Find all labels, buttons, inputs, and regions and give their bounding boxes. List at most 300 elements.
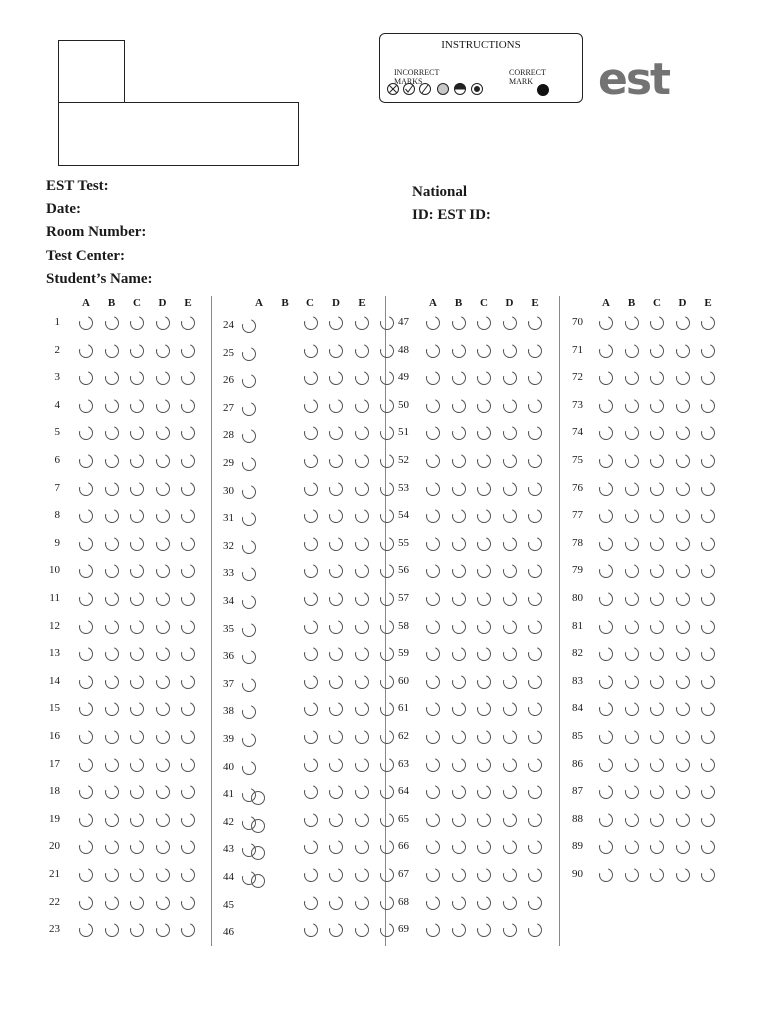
answer-bubble-71-d[interactable] [674, 342, 692, 360]
answer-bubble-87-e[interactable] [699, 783, 717, 801]
answer-bubble-29-b[interactable] [302, 452, 320, 470]
answer-bubble-56-b[interactable] [450, 562, 468, 580]
answer-bubble-69-d[interactable] [501, 921, 519, 939]
answer-bubble-74-a[interactable] [597, 424, 615, 442]
answer-bubble-1-e[interactable] [179, 314, 197, 332]
answer-bubble-80-a[interactable] [597, 590, 615, 608]
answer-bubble-35-d[interactable] [353, 618, 371, 636]
answer-bubble-5-c[interactable] [128, 424, 146, 442]
answer-bubble-70-c[interactable] [648, 314, 666, 332]
answer-bubble-90-d[interactable] [674, 866, 692, 884]
answer-bubble-80-b[interactable] [623, 590, 641, 608]
answer-bubble-33-b[interactable] [302, 562, 320, 580]
answer-bubble-21-e[interactable] [179, 866, 197, 884]
answer-bubble-8-c[interactable] [128, 507, 146, 525]
answer-bubble-37-a[interactable] [240, 676, 258, 694]
answer-bubble-90-c[interactable] [648, 866, 666, 884]
answer-bubble-44-extra[interactable] [249, 872, 267, 890]
answer-bubble-48-e[interactable] [526, 342, 544, 360]
answer-bubble-77-c[interactable] [648, 507, 666, 525]
answer-bubble-75-e[interactable] [699, 452, 717, 470]
answer-bubble-68-e[interactable] [526, 894, 544, 912]
answer-bubble-65-e[interactable] [526, 811, 544, 829]
answer-bubble-83-c[interactable] [648, 673, 666, 691]
answer-bubble-59-b[interactable] [450, 645, 468, 663]
answer-bubble-57-d[interactable] [501, 590, 519, 608]
answer-bubble-42-d[interactable] [353, 811, 371, 829]
answer-bubble-52-b[interactable] [450, 452, 468, 470]
answer-bubble-15-a[interactable] [77, 700, 95, 718]
answer-bubble-73-b[interactable] [623, 397, 641, 415]
answer-bubble-3-e[interactable] [179, 369, 197, 387]
answer-bubble-83-a[interactable] [597, 673, 615, 691]
answer-bubble-20-d[interactable] [154, 838, 172, 856]
answer-bubble-27-a[interactable] [240, 400, 258, 418]
answer-bubble-14-d[interactable] [154, 673, 172, 691]
answer-bubble-20-e[interactable] [179, 838, 197, 856]
answer-bubble-63-d[interactable] [501, 756, 519, 774]
answer-bubble-2-c[interactable] [128, 342, 146, 360]
answer-bubble-44-b[interactable] [302, 866, 320, 884]
answer-bubble-14-a[interactable] [77, 673, 95, 691]
answer-bubble-41-d[interactable] [353, 783, 371, 801]
answer-bubble-74-d[interactable] [674, 424, 692, 442]
answer-bubble-63-b[interactable] [450, 756, 468, 774]
answer-bubble-39-c[interactable] [327, 728, 345, 746]
answer-bubble-59-d[interactable] [501, 645, 519, 663]
answer-bubble-37-b[interactable] [302, 673, 320, 691]
answer-bubble-60-a[interactable] [424, 673, 442, 691]
answer-bubble-41-b[interactable] [302, 783, 320, 801]
answer-bubble-40-b[interactable] [302, 756, 320, 774]
answer-bubble-85-a[interactable] [597, 728, 615, 746]
answer-bubble-6-b[interactable] [103, 452, 121, 470]
answer-bubble-87-a[interactable] [597, 783, 615, 801]
answer-bubble-16-a[interactable] [77, 728, 95, 746]
answer-bubble-72-b[interactable] [623, 369, 641, 387]
answer-bubble-3-a[interactable] [77, 369, 95, 387]
answer-bubble-22-c[interactable] [128, 894, 146, 912]
answer-bubble-21-b[interactable] [103, 866, 121, 884]
answer-bubble-21-d[interactable] [154, 866, 172, 884]
answer-bubble-18-e[interactable] [179, 783, 197, 801]
answer-bubble-34-b[interactable] [302, 590, 320, 608]
answer-bubble-60-b[interactable] [450, 673, 468, 691]
answer-bubble-38-d[interactable] [353, 700, 371, 718]
answer-bubble-86-a[interactable] [597, 756, 615, 774]
answer-bubble-8-a[interactable] [77, 507, 95, 525]
answer-bubble-87-b[interactable] [623, 783, 641, 801]
answer-bubble-23-d[interactable] [154, 921, 172, 939]
answer-bubble-30-c[interactable] [327, 480, 345, 498]
answer-bubble-32-a[interactable] [240, 538, 258, 556]
answer-bubble-23-c[interactable] [128, 921, 146, 939]
answer-bubble-79-a[interactable] [597, 562, 615, 580]
answer-bubble-36-d[interactable] [353, 645, 371, 663]
answer-bubble-29-c[interactable] [327, 452, 345, 470]
answer-bubble-53-c[interactable] [475, 480, 493, 498]
answer-bubble-42-extra[interactable] [249, 817, 267, 835]
answer-bubble-55-a[interactable] [424, 535, 442, 553]
answer-bubble-57-b[interactable] [450, 590, 468, 608]
answer-bubble-73-e[interactable] [699, 397, 717, 415]
answer-bubble-80-e[interactable] [699, 590, 717, 608]
answer-bubble-69-b[interactable] [450, 921, 468, 939]
answer-bubble-58-d[interactable] [501, 618, 519, 636]
answer-bubble-66-b[interactable] [450, 838, 468, 856]
answer-bubble-27-b[interactable] [302, 397, 320, 415]
answer-bubble-45-c[interactable] [327, 894, 345, 912]
answer-bubble-12-b[interactable] [103, 618, 121, 636]
answer-bubble-19-e[interactable] [179, 811, 197, 829]
answer-bubble-64-d[interactable] [501, 783, 519, 801]
answer-bubble-58-b[interactable] [450, 618, 468, 636]
answer-bubble-58-a[interactable] [424, 618, 442, 636]
answer-bubble-8-b[interactable] [103, 507, 121, 525]
answer-bubble-7-b[interactable] [103, 480, 121, 498]
answer-bubble-83-d[interactable] [674, 673, 692, 691]
answer-bubble-78-d[interactable] [674, 535, 692, 553]
answer-bubble-68-b[interactable] [450, 894, 468, 912]
answer-bubble-56-d[interactable] [501, 562, 519, 580]
answer-bubble-4-d[interactable] [154, 397, 172, 415]
answer-bubble-63-e[interactable] [526, 756, 544, 774]
answer-bubble-6-e[interactable] [179, 452, 197, 470]
answer-bubble-5-d[interactable] [154, 424, 172, 442]
answer-bubble-6-c[interactable] [128, 452, 146, 470]
answer-bubble-76-b[interactable] [623, 480, 641, 498]
answer-bubble-26-a[interactable] [240, 372, 258, 390]
answer-bubble-72-e[interactable] [699, 369, 717, 387]
answer-bubble-61-c[interactable] [475, 700, 493, 718]
answer-bubble-64-b[interactable] [450, 783, 468, 801]
answer-bubble-83-e[interactable] [699, 673, 717, 691]
answer-bubble-77-b[interactable] [623, 507, 641, 525]
answer-bubble-56-c[interactable] [475, 562, 493, 580]
answer-bubble-79-d[interactable] [674, 562, 692, 580]
answer-bubble-18-c[interactable] [128, 783, 146, 801]
answer-bubble-27-c[interactable] [327, 397, 345, 415]
answer-bubble-89-e[interactable] [699, 838, 717, 856]
answer-bubble-65-a[interactable] [424, 811, 442, 829]
answer-bubble-70-a[interactable] [597, 314, 615, 332]
answer-bubble-72-d[interactable] [674, 369, 692, 387]
answer-bubble-35-c[interactable] [327, 618, 345, 636]
answer-bubble-75-b[interactable] [623, 452, 641, 470]
answer-bubble-2-a[interactable] [77, 342, 95, 360]
answer-bubble-55-d[interactable] [501, 535, 519, 553]
answer-bubble-38-b[interactable] [302, 700, 320, 718]
answer-bubble-61-a[interactable] [424, 700, 442, 718]
answer-bubble-30-a[interactable] [240, 483, 258, 501]
answer-bubble-19-a[interactable] [77, 811, 95, 829]
answer-bubble-61-d[interactable] [501, 700, 519, 718]
answer-bubble-1-d[interactable] [154, 314, 172, 332]
answer-bubble-74-e[interactable] [699, 424, 717, 442]
answer-bubble-25-c[interactable] [327, 342, 345, 360]
answer-bubble-15-b[interactable] [103, 700, 121, 718]
answer-bubble-9-d[interactable] [154, 535, 172, 553]
answer-bubble-22-b[interactable] [103, 894, 121, 912]
answer-bubble-24-a[interactable] [240, 317, 258, 335]
answer-bubble-64-a[interactable] [424, 783, 442, 801]
answer-bubble-76-e[interactable] [699, 480, 717, 498]
answer-bubble-24-b[interactable] [302, 314, 320, 332]
answer-bubble-85-e[interactable] [699, 728, 717, 746]
answer-bubble-54-c[interactable] [475, 507, 493, 525]
answer-bubble-73-d[interactable] [674, 397, 692, 415]
answer-bubble-81-d[interactable] [674, 618, 692, 636]
answer-bubble-62-d[interactable] [501, 728, 519, 746]
answer-bubble-17-c[interactable] [128, 756, 146, 774]
answer-bubble-88-d[interactable] [674, 811, 692, 829]
answer-bubble-51-a[interactable] [424, 424, 442, 442]
answer-bubble-70-e[interactable] [699, 314, 717, 332]
answer-bubble-90-b[interactable] [623, 866, 641, 884]
answer-bubble-40-a[interactable] [240, 759, 258, 777]
answer-bubble-18-a[interactable] [77, 783, 95, 801]
answer-bubble-52-c[interactable] [475, 452, 493, 470]
answer-bubble-76-c[interactable] [648, 480, 666, 498]
answer-bubble-55-e[interactable] [526, 535, 544, 553]
answer-bubble-68-d[interactable] [501, 894, 519, 912]
answer-bubble-13-c[interactable] [128, 645, 146, 663]
answer-bubble-47-d[interactable] [501, 314, 519, 332]
answer-bubble-71-a[interactable] [597, 342, 615, 360]
answer-bubble-59-a[interactable] [424, 645, 442, 663]
answer-bubble-55-c[interactable] [475, 535, 493, 553]
answer-bubble-73-a[interactable] [597, 397, 615, 415]
answer-bubble-73-c[interactable] [648, 397, 666, 415]
answer-bubble-31-d[interactable] [353, 507, 371, 525]
answer-bubble-15-e[interactable] [179, 700, 197, 718]
answer-bubble-78-e[interactable] [699, 535, 717, 553]
answer-bubble-11-c[interactable] [128, 590, 146, 608]
answer-bubble-26-c[interactable] [327, 369, 345, 387]
answer-bubble-46-b[interactable] [302, 921, 320, 939]
answer-bubble-49-b[interactable] [450, 369, 468, 387]
answer-bubble-78-c[interactable] [648, 535, 666, 553]
answer-bubble-19-c[interactable] [128, 811, 146, 829]
answer-bubble-9-c[interactable] [128, 535, 146, 553]
answer-bubble-64-e[interactable] [526, 783, 544, 801]
answer-bubble-28-c[interactable] [327, 424, 345, 442]
answer-bubble-90-a[interactable] [597, 866, 615, 884]
answer-bubble-85-d[interactable] [674, 728, 692, 746]
answer-bubble-89-b[interactable] [623, 838, 641, 856]
answer-bubble-36-b[interactable] [302, 645, 320, 663]
answer-bubble-70-d[interactable] [674, 314, 692, 332]
answer-bubble-53-d[interactable] [501, 480, 519, 498]
answer-bubble-84-c[interactable] [648, 700, 666, 718]
answer-bubble-63-a[interactable] [424, 756, 442, 774]
answer-bubble-50-b[interactable] [450, 397, 468, 415]
answer-bubble-31-c[interactable] [327, 507, 345, 525]
answer-bubble-81-a[interactable] [597, 618, 615, 636]
answer-bubble-29-a[interactable] [240, 455, 258, 473]
answer-bubble-47-e[interactable] [526, 314, 544, 332]
answer-bubble-16-d[interactable] [154, 728, 172, 746]
answer-bubble-10-d[interactable] [154, 562, 172, 580]
answer-bubble-89-c[interactable] [648, 838, 666, 856]
answer-bubble-67-b[interactable] [450, 866, 468, 884]
answer-bubble-15-d[interactable] [154, 700, 172, 718]
answer-bubble-65-d[interactable] [501, 811, 519, 829]
answer-bubble-17-b[interactable] [103, 756, 121, 774]
answer-bubble-18-d[interactable] [154, 783, 172, 801]
answer-bubble-62-b[interactable] [450, 728, 468, 746]
answer-bubble-12-a[interactable] [77, 618, 95, 636]
answer-bubble-85-c[interactable] [648, 728, 666, 746]
answer-bubble-9-a[interactable] [77, 535, 95, 553]
answer-bubble-67-a[interactable] [424, 866, 442, 884]
answer-bubble-54-e[interactable] [526, 507, 544, 525]
answer-bubble-79-c[interactable] [648, 562, 666, 580]
answer-bubble-43-extra[interactable] [249, 844, 267, 862]
answer-bubble-2-d[interactable] [154, 342, 172, 360]
answer-bubble-2-e[interactable] [179, 342, 197, 360]
answer-bubble-90-e[interactable] [699, 866, 717, 884]
answer-bubble-54-d[interactable] [501, 507, 519, 525]
answer-bubble-86-d[interactable] [674, 756, 692, 774]
answer-bubble-39-a[interactable] [240, 731, 258, 749]
answer-bubble-48-d[interactable] [501, 342, 519, 360]
answer-bubble-4-b[interactable] [103, 397, 121, 415]
answer-bubble-23-a[interactable] [77, 921, 95, 939]
answer-bubble-43-b[interactable] [302, 838, 320, 856]
answer-bubble-10-b[interactable] [103, 562, 121, 580]
answer-bubble-49-e[interactable] [526, 369, 544, 387]
answer-bubble-31-a[interactable] [240, 510, 258, 528]
answer-bubble-38-a[interactable] [240, 703, 258, 721]
answer-bubble-82-e[interactable] [699, 645, 717, 663]
answer-bubble-80-c[interactable] [648, 590, 666, 608]
answer-bubble-45-d[interactable] [353, 894, 371, 912]
answer-bubble-4-c[interactable] [128, 397, 146, 415]
answer-bubble-23-e[interactable] [179, 921, 197, 939]
answer-bubble-18-b[interactable] [103, 783, 121, 801]
answer-bubble-84-d[interactable] [674, 700, 692, 718]
answer-bubble-36-c[interactable] [327, 645, 345, 663]
answer-bubble-50-a[interactable] [424, 397, 442, 415]
answer-bubble-22-e[interactable] [179, 894, 197, 912]
answer-bubble-76-d[interactable] [674, 480, 692, 498]
answer-bubble-33-c[interactable] [327, 562, 345, 580]
answer-bubble-58-c[interactable] [475, 618, 493, 636]
answer-bubble-5-a[interactable] [77, 424, 95, 442]
answer-bubble-7-c[interactable] [128, 480, 146, 498]
answer-bubble-71-c[interactable] [648, 342, 666, 360]
answer-bubble-57-a[interactable] [424, 590, 442, 608]
answer-bubble-51-b[interactable] [450, 424, 468, 442]
answer-bubble-13-d[interactable] [154, 645, 172, 663]
answer-bubble-85-b[interactable] [623, 728, 641, 746]
answer-bubble-69-e[interactable] [526, 921, 544, 939]
answer-bubble-33-a[interactable] [240, 565, 258, 583]
answer-bubble-43-d[interactable] [353, 838, 371, 856]
answer-bubble-84-a[interactable] [597, 700, 615, 718]
answer-bubble-7-e[interactable] [179, 480, 197, 498]
answer-bubble-19-b[interactable] [103, 811, 121, 829]
answer-bubble-17-d[interactable] [154, 756, 172, 774]
answer-bubble-32-d[interactable] [353, 535, 371, 553]
answer-bubble-47-c[interactable] [475, 314, 493, 332]
answer-bubble-12-c[interactable] [128, 618, 146, 636]
answer-bubble-9-b[interactable] [103, 535, 121, 553]
answer-bubble-14-b[interactable] [103, 673, 121, 691]
answer-bubble-40-c[interactable] [327, 756, 345, 774]
answer-bubble-42-b[interactable] [302, 811, 320, 829]
answer-bubble-74-b[interactable] [623, 424, 641, 442]
answer-bubble-11-b[interactable] [103, 590, 121, 608]
answer-bubble-50-d[interactable] [501, 397, 519, 415]
answer-bubble-2-b[interactable] [103, 342, 121, 360]
answer-bubble-88-c[interactable] [648, 811, 666, 829]
answer-bubble-75-a[interactable] [597, 452, 615, 470]
answer-bubble-59-c[interactable] [475, 645, 493, 663]
answer-bubble-75-c[interactable] [648, 452, 666, 470]
answer-bubble-41-extra[interactable] [249, 789, 267, 807]
answer-bubble-43-c[interactable] [327, 838, 345, 856]
answer-bubble-4-e[interactable] [179, 397, 197, 415]
answer-bubble-40-d[interactable] [353, 756, 371, 774]
answer-bubble-86-e[interactable] [699, 756, 717, 774]
answer-bubble-38-c[interactable] [327, 700, 345, 718]
answer-bubble-74-c[interactable] [648, 424, 666, 442]
answer-bubble-16-e[interactable] [179, 728, 197, 746]
answer-bubble-8-e[interactable] [179, 507, 197, 525]
answer-bubble-32-b[interactable] [302, 535, 320, 553]
answer-bubble-12-e[interactable] [179, 618, 197, 636]
answer-bubble-68-a[interactable] [424, 894, 442, 912]
answer-bubble-59-e[interactable] [526, 645, 544, 663]
answer-bubble-83-b[interactable] [623, 673, 641, 691]
answer-bubble-21-c[interactable] [128, 866, 146, 884]
answer-bubble-60-d[interactable] [501, 673, 519, 691]
answer-bubble-14-c[interactable] [128, 673, 146, 691]
answer-bubble-42-c[interactable] [327, 811, 345, 829]
answer-bubble-65-b[interactable] [450, 811, 468, 829]
answer-bubble-34-d[interactable] [353, 590, 371, 608]
answer-bubble-48-c[interactable] [475, 342, 493, 360]
answer-bubble-15-c[interactable] [128, 700, 146, 718]
answer-bubble-72-c[interactable] [648, 369, 666, 387]
answer-bubble-28-b[interactable] [302, 424, 320, 442]
answer-bubble-33-d[interactable] [353, 562, 371, 580]
answer-bubble-87-c[interactable] [648, 783, 666, 801]
answer-bubble-65-c[interactable] [475, 811, 493, 829]
answer-bubble-52-d[interactable] [501, 452, 519, 470]
answer-bubble-61-b[interactable] [450, 700, 468, 718]
answer-bubble-29-d[interactable] [353, 452, 371, 470]
answer-bubble-45-b[interactable] [302, 894, 320, 912]
answer-bubble-30-b[interactable] [302, 480, 320, 498]
answer-bubble-39-d[interactable] [353, 728, 371, 746]
answer-bubble-13-b[interactable] [103, 645, 121, 663]
answer-bubble-35-a[interactable] [240, 621, 258, 639]
answer-bubble-26-b[interactable] [302, 369, 320, 387]
answer-bubble-57-e[interactable] [526, 590, 544, 608]
answer-bubble-1-a[interactable] [77, 314, 95, 332]
answer-bubble-56-e[interactable] [526, 562, 544, 580]
answer-bubble-84-b[interactable] [623, 700, 641, 718]
answer-bubble-16-c[interactable] [128, 728, 146, 746]
answer-bubble-80-d[interactable] [674, 590, 692, 608]
answer-bubble-6-a[interactable] [77, 452, 95, 470]
answer-bubble-66-a[interactable] [424, 838, 442, 856]
answer-bubble-60-c[interactable] [475, 673, 493, 691]
answer-bubble-17-e[interactable] [179, 756, 197, 774]
